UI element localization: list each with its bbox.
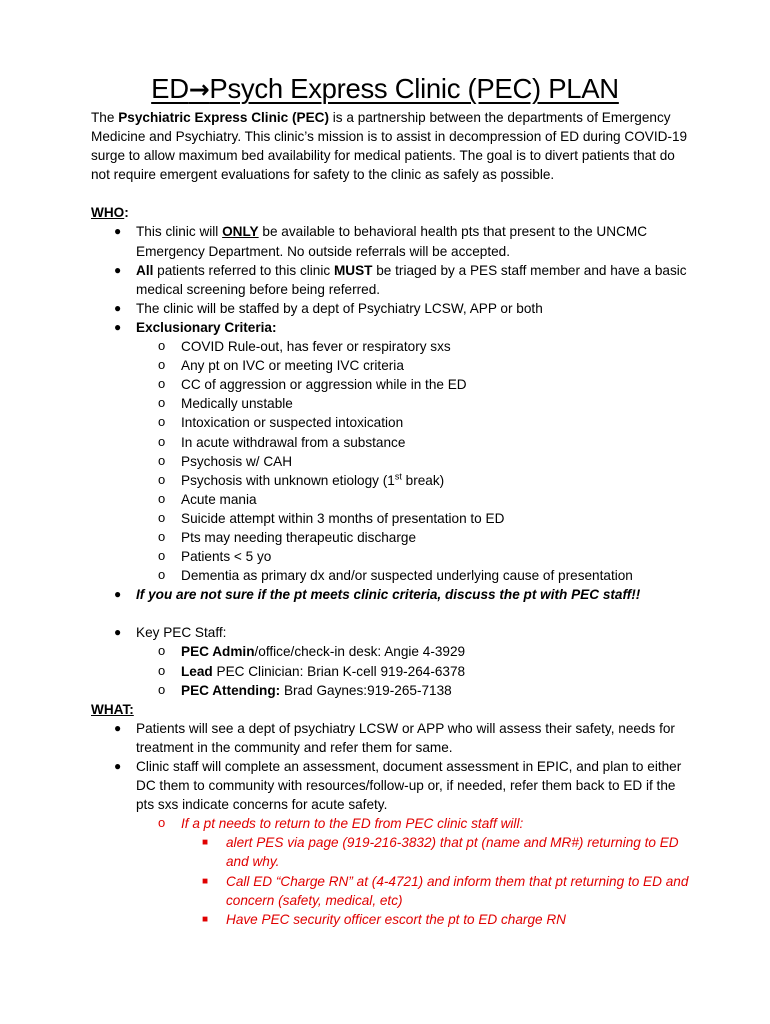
criteria-superscript: st [394, 471, 402, 482]
return-step-text: alert PES via page (919-216-3832) that pt (name and MR#) returning to ED and why. [226, 835, 679, 870]
circle-bullet-icon: o [158, 414, 166, 430]
what-bullet-plan [91, 757, 691, 929]
criteria-text: Intoxication or suspected intoxication [181, 415, 404, 431]
staff-lead-text: PEC Clinician: Brian K-cell 919-264-6378 [212, 663, 466, 679]
return-step-text: Have PEC security officer escort the pt to ED charge RN [226, 911, 566, 927]
criteria-text: Suicide attempt within 3 months of presentation to ED [181, 510, 505, 526]
criteria-text: Medically unstable [181, 396, 293, 412]
criteria-text: Psychosis with unknown etiology (1 [181, 472, 395, 488]
criteria-item [136, 452, 691, 471]
exclusionary-criteria-label: Exclusionary Criteria: [136, 319, 277, 335]
criteria-item [136, 394, 691, 413]
return-step [181, 872, 691, 910]
who-heading [91, 203, 691, 222]
page-title [0, 70, 770, 109]
bullet-icon: ● [114, 300, 122, 315]
criteria-item [136, 509, 691, 528]
criteria-text: Psychosis w/ CAH [181, 453, 293, 469]
intro-text-2: is a partnership between the departments of Emergency Medicine and Psychiatry. This clinic’s mission is to assist in decompression of ED during COVID-19 surge to allow maximum bed availability for medical patients. The goal is to divert patients that do not require emergent evaluations for safety to the clinic as safely as possible. [91, 110, 688, 183]
arrow-icon: → [188, 75, 210, 104]
staff-attending [136, 681, 691, 700]
circle-bullet-icon: o [158, 490, 166, 506]
staff-admin-text: /office/check-in desk: Angie 4-3929 [254, 644, 466, 660]
bullet-icon: ● [114, 625, 122, 640]
staff-attending-text: Brad Gaynes:919-265-7138 [280, 682, 452, 698]
bullet-icon: ● [114, 262, 122, 277]
who-b2-strong2: MUST [333, 262, 373, 278]
circle-bullet-icon: o [158, 528, 166, 544]
criteria-item [136, 528, 691, 547]
circle-bullet-icon: o [158, 338, 166, 354]
circle-bullet-icon: o [158, 548, 166, 564]
criteria-text: CC of aggression or aggression while in the ED [181, 377, 467, 393]
who-b1-strong: ONLY [222, 224, 259, 240]
who-list [91, 222, 691, 604]
who-bullet-all [91, 261, 691, 299]
unsure-note: If you are not sure if the pt meets clinic criteria, discuss the pt with PEC staff!! [136, 587, 641, 603]
staff-attending-label: PEC Attending: [181, 682, 281, 698]
criteria-text: Dementia as primary dx and/or suspected underlying cause of presentation [181, 568, 633, 584]
who-b2-strong1: All [136, 262, 154, 278]
staff-admin [136, 642, 691, 661]
criteria-item [136, 547, 691, 566]
circle-bullet-icon: o [158, 567, 166, 583]
criteria-item [136, 433, 691, 452]
return-step-text: Call ED “Charge RN” at (4-4721) and inform them that pt returning to ED and concern (safety, medical, etc) [226, 873, 689, 908]
title-main: Psych Express Clinic (PEC) PLAN [209, 73, 619, 104]
circle-bullet-icon: o [158, 376, 166, 392]
what-b2-text: Clinic staff will complete an assessment, document assessment in EPIC, and plan to either DC them to community with resources/follow-up or, if needed, refer them back to ED if the pts sxs indicate concerns for acute safety. [136, 759, 682, 813]
circle-bullet-icon: o [158, 471, 166, 487]
square-bullet-icon: ■ [202, 913, 209, 925]
circle-bullet-icon: o [158, 643, 166, 659]
circle-bullet-icon: o [158, 395, 166, 411]
return-procedure-text: If a pt needs to return to the ED from PEC clinic staff will: [181, 816, 524, 832]
circle-bullet-icon: o [158, 662, 166, 678]
who-bullet-unsure [91, 585, 691, 604]
criteria-text: Pts may needing therapeutic discharge [181, 529, 417, 545]
intro-paragraph [91, 108, 691, 184]
who-heading-label: WHO [91, 205, 125, 221]
key-staff-label: Key PEC Staff: [136, 625, 227, 641]
key-staff-items [136, 642, 691, 699]
bullet-icon: ● [114, 224, 122, 239]
who-heading-colon: : [124, 205, 129, 221]
criteria-item [136, 566, 691, 585]
what-b1-text: Patients will see a dept of psychiatry LCSW or APP who will assess their safety, needs for treatment in the community and refer them for same. [136, 720, 675, 755]
who-b1-post: be available to behavioral health pts that present to the UNCMC Emergency Department. No outside referrals will be accepted. [136, 224, 648, 259]
who-b3-text: The clinic will be staffed by a dept of Psychiatry LCSW, APP or both [136, 300, 543, 316]
criteria-item [136, 375, 691, 394]
who-bullet-only [91, 222, 691, 260]
document-body [91, 108, 691, 929]
return-procedure [136, 814, 691, 929]
criteria-text: Any pt on IVC or meeting IVC criteria [181, 358, 404, 374]
title-prefix: ED [151, 73, 189, 104]
staff-list [91, 623, 691, 699]
who-b2-post: be triaged by a PES staff member and have a basic medical screening before being referred. [136, 262, 687, 297]
return-step [181, 833, 691, 871]
criteria-text: Patients < 5 yo [181, 549, 272, 565]
what-heading [91, 700, 691, 719]
who-b2-mid: patients referred to this clinic [153, 262, 334, 278]
bullet-icon: ● [114, 759, 122, 773]
what-list [91, 719, 691, 929]
key-staff-bullet [91, 623, 691, 699]
criteria-text: In acute withdrawal from a substance [181, 434, 406, 450]
return-step [181, 910, 691, 929]
bullet-icon: ● [114, 319, 122, 334]
criteria-item [136, 471, 691, 490]
circle-bullet-icon: o [158, 509, 166, 525]
what-bullet-assess [91, 719, 691, 757]
what-heading-label: WHAT: [91, 701, 134, 717]
bullet-icon: ● [114, 587, 122, 602]
who-bullet-exclusionary [91, 318, 691, 585]
circle-bullet-icon: o [158, 815, 166, 831]
criteria-item [136, 413, 691, 432]
who-bullet-staffing [91, 299, 691, 318]
criteria-item [136, 337, 691, 356]
bullet-icon: ● [114, 720, 122, 735]
intro-clinic-name: Psychiatric Express Clinic (PEC) [118, 110, 329, 125]
square-bullet-icon: ■ [202, 837, 209, 849]
criteria-text: Acute mania [181, 491, 257, 507]
staff-lead-label: Lead [181, 663, 213, 679]
circle-bullet-icon: o [158, 433, 166, 449]
circle-bullet-icon: o [158, 452, 166, 468]
return-procedure-item [136, 814, 691, 929]
circle-bullet-icon: o [158, 357, 166, 373]
circle-bullet-icon: o [158, 681, 166, 697]
staff-lead [136, 662, 691, 681]
square-bullet-icon: ■ [202, 875, 209, 887]
return-steps [181, 833, 691, 928]
who-b1-pre: This clinic will [136, 224, 223, 240]
criteria-item [136, 356, 691, 375]
intro-text-1: The [91, 110, 119, 125]
criteria-text: COVID Rule-out, has fever or respiratory sxs [181, 339, 451, 355]
criteria-item [136, 490, 691, 509]
staff-admin-label: PEC Admin [181, 644, 255, 660]
criteria-list [136, 337, 691, 585]
criteria-text: break) [401, 472, 445, 488]
